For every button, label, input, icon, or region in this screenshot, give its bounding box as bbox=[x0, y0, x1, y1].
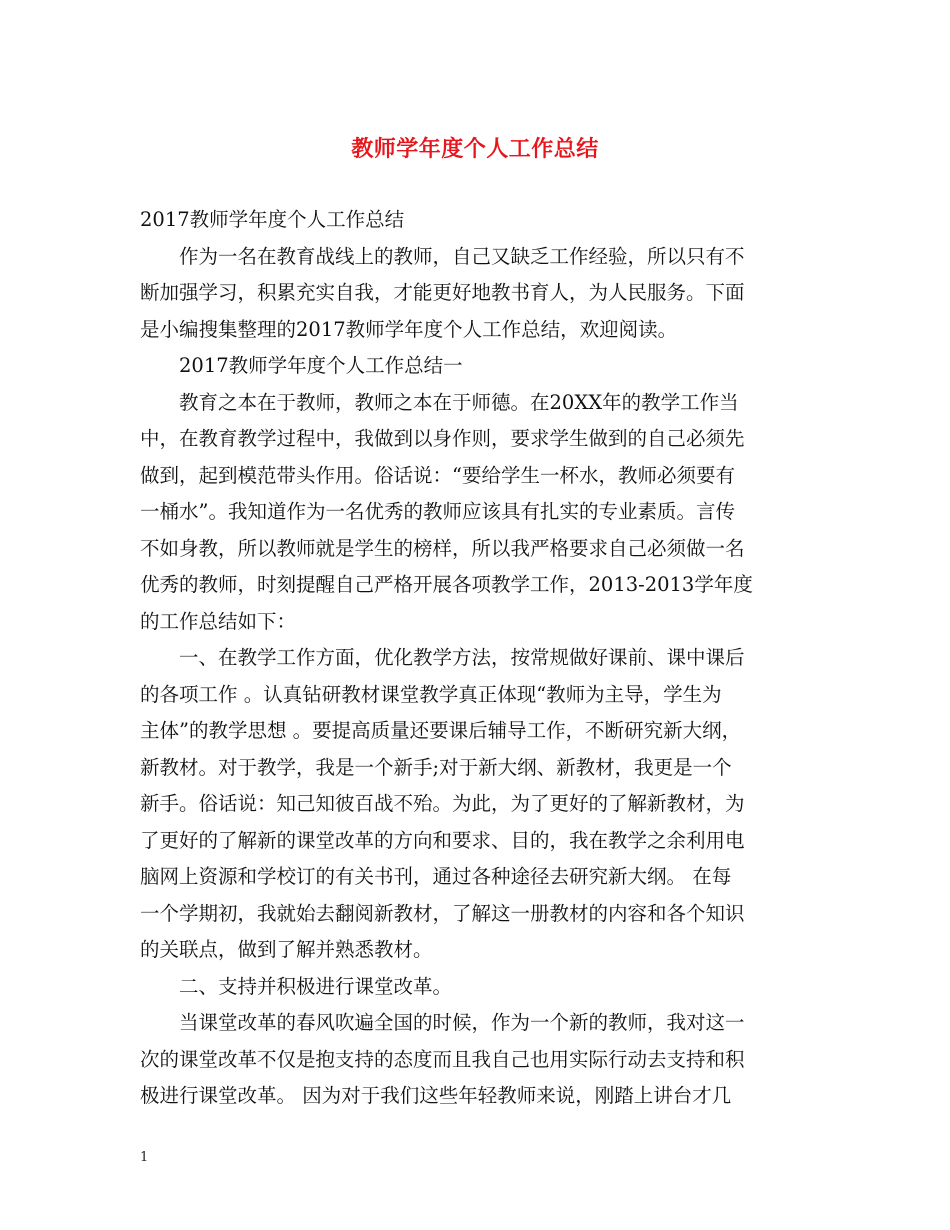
paragraph-line: 的关联点，做到了解并熟悉教材。 bbox=[140, 938, 433, 961]
paragraph-line: 做到，起到模范带头作用。俗话说：“要给学生一杯水，教师必须要有 bbox=[140, 463, 735, 487]
paragraph-line: 的各项工作 。认真钻研教材课堂教学真正体现“教师为主导，学生为 bbox=[140, 682, 722, 706]
page-number: 1 bbox=[140, 1150, 149, 1165]
paragraph-line: 作为一名在教育战线上的教师，自己又缺乏工作经验，所以只有不 bbox=[179, 244, 745, 268]
paragraph-line: 教育之本在于教师，教师之本在于师德。在20XX年的教学工作当 bbox=[179, 390, 739, 414]
paragraph-line: 了更好的了解新的课堂改革的方向和要求、目的，我在教学之余利用电 bbox=[140, 828, 745, 852]
paragraph-line: 新手。俗话说：知己知彼百战不殆。为此，为了更好的了解新教材，为 bbox=[140, 792, 745, 815]
paragraph-line: 不如身教，所以教师就是学生的榜样，所以我严格要求自己必须做一名 bbox=[140, 536, 745, 560]
document-body bbox=[140, 202, 812, 1115]
paragraph-line: 新教材。对于教学，我是一个新手;对于新大纲、新教材，我更是一个 bbox=[140, 755, 732, 779]
paragraph-line: 是小编搜集整理的2017教师学年度个人工作总结，欢迎阅读。 bbox=[140, 317, 678, 341]
paragraph-line: 极进行课堂改革。 因为对于我们这些年轻教师来说，刚踏上讲台才几 bbox=[140, 1084, 732, 1107]
paragraph-line: 的工作总结如下： bbox=[140, 609, 297, 633]
section-heading-line: 二、支持并积极进行课堂改革。 bbox=[179, 974, 453, 998]
subtitle-line: 2017教师学年度个人工作总结 bbox=[140, 208, 405, 231]
paragraph-line: 主体”的教学思想 。要提高质量还要课后辅导工作，不断研究新大纲， bbox=[140, 719, 742, 742]
paragraph-line: 一个学期初，我就始去翻阅新教材，了解这一册教材的内容和各个知识 bbox=[140, 901, 745, 925]
paragraph-line: 中，在教育教学过程中，我做到以身作则，要求学生做到的自己必须先 bbox=[140, 427, 745, 450]
document-title: 教师学年度个人工作总结 bbox=[351, 137, 599, 162]
paragraph-line: 断加强学习，积累充实自我，才能更好地教书育人，为人民服务。下面 bbox=[140, 281, 745, 304]
paragraph-line: 优秀的教师，时刻提醒自己严格开展各项教学工作，2013-2013学年度 bbox=[140, 573, 753, 596]
paragraph-line: 一、在教学工作方面，优化教学方法，按常规做好课前、课中课后 bbox=[179, 646, 745, 669]
section-heading-line: 2017教师学年度个人工作总结一 bbox=[179, 354, 463, 377]
paragraph-line: 脑网上资源和学校订的有关书刊，通过各种途径去研究新大纲。 在每 bbox=[140, 865, 732, 888]
paragraph-line: 当课堂改革的春风吹遍全国的时候，作为一个新的教师，我对这一 bbox=[179, 1011, 745, 1034]
paragraph-line: 次的课堂改革不仅是抱支持的态度而且我自己也用实际行动去支持和积 bbox=[140, 1047, 745, 1071]
paragraph-line: 一桶水”。我知道作为一名优秀的教师应该具有扎实的专业素质。言传 bbox=[140, 500, 735, 523]
